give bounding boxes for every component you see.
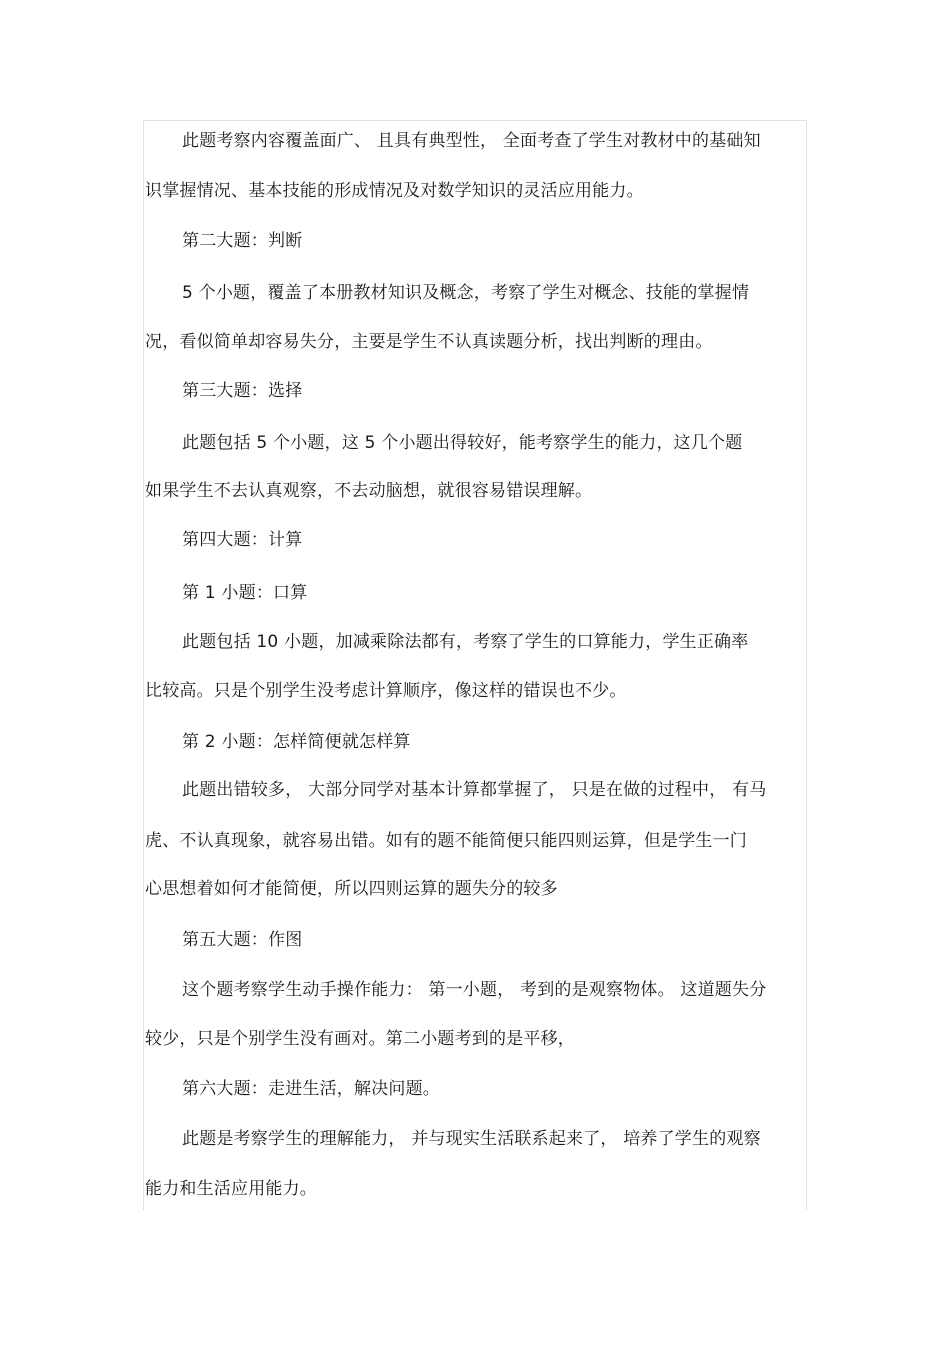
page-border-top [143,120,807,121]
section-heading-6: 第六大题：走进生活，解决问题。 [182,1079,440,1099]
paragraph-6-line-2: 较少，只是个别学生没有画对。第二小题考到的是平移， [145,1029,575,1049]
paragraph-2-line-2: 况，看似简单却容易失分，主要是学生不认真读题分析，找出判断的理由。 [145,332,713,352]
paragraph-5-line-3: 心思想着如何才能简便，所以四则运算的题失分的较多 [145,879,558,899]
paragraph-2-line-1: 5 个小题，覆盖了本册教材知识及概念，考察了学生对概念、技能的掌握情 [182,283,750,303]
paragraph-1-line-1: 此题考察内容覆盖面广、 且具有典型性， 全面考查了学生对教材中的基础知 [182,131,761,151]
page-border-left [143,120,144,1210]
subheading-4-1: 第 1 小题：口算 [182,583,308,603]
section-heading-5: 第五大题：作图 [182,930,303,950]
paragraph-7-line-1: 此题是考察学生的理解能力， 并与现实生活联系起来了， 培养了学生的观察 [182,1129,761,1149]
paragraph-4-line-1: 此题包括 10 小题，加减乘除法都有，考察了学生的口算能力，学生正确率 [182,632,749,652]
paragraph-3-line-2: 如果学生不去认真观察，不去动脑想，就很容易错误理解。 [145,481,593,501]
paragraph-1-line-2: 识掌握情况、基本技能的形成情况及对数学知识的灵活应用能力。 [145,181,644,201]
paragraph-5-line-2: 虎、不认真现象，就容易出错。如有的题不能简便只能四则运算，但是学生一门 [145,831,747,851]
paragraph-7-line-2: 能力和生活应用能力。 [145,1179,317,1199]
subheading-4-2: 第 2 小题：怎样简便就怎样算 [182,732,411,752]
section-heading-3: 第三大题：选择 [182,381,303,401]
paragraph-6-line-1: 这个题考察学生动手操作能力： 第一小题， 考到的是观察物体。 这道题失分 [182,980,767,1000]
section-heading-4: 第四大题：计算 [182,530,303,550]
paragraph-5-line-1: 此题出错较多， 大部分同学对基本计算都掌握了， 只是在做的过程中， 有马 [182,780,767,800]
paragraph-3-line-1: 此题包括 5 个小题，这 5 个小题出得较好，能考察学生的能力，这几个题 [182,433,743,453]
page-border-right [806,120,807,1210]
section-heading-2: 第二大题：判断 [182,231,303,251]
paragraph-4-line-2: 比较高。只是个别学生没考虑计算顺序，像这样的错误也不少。 [145,681,627,701]
